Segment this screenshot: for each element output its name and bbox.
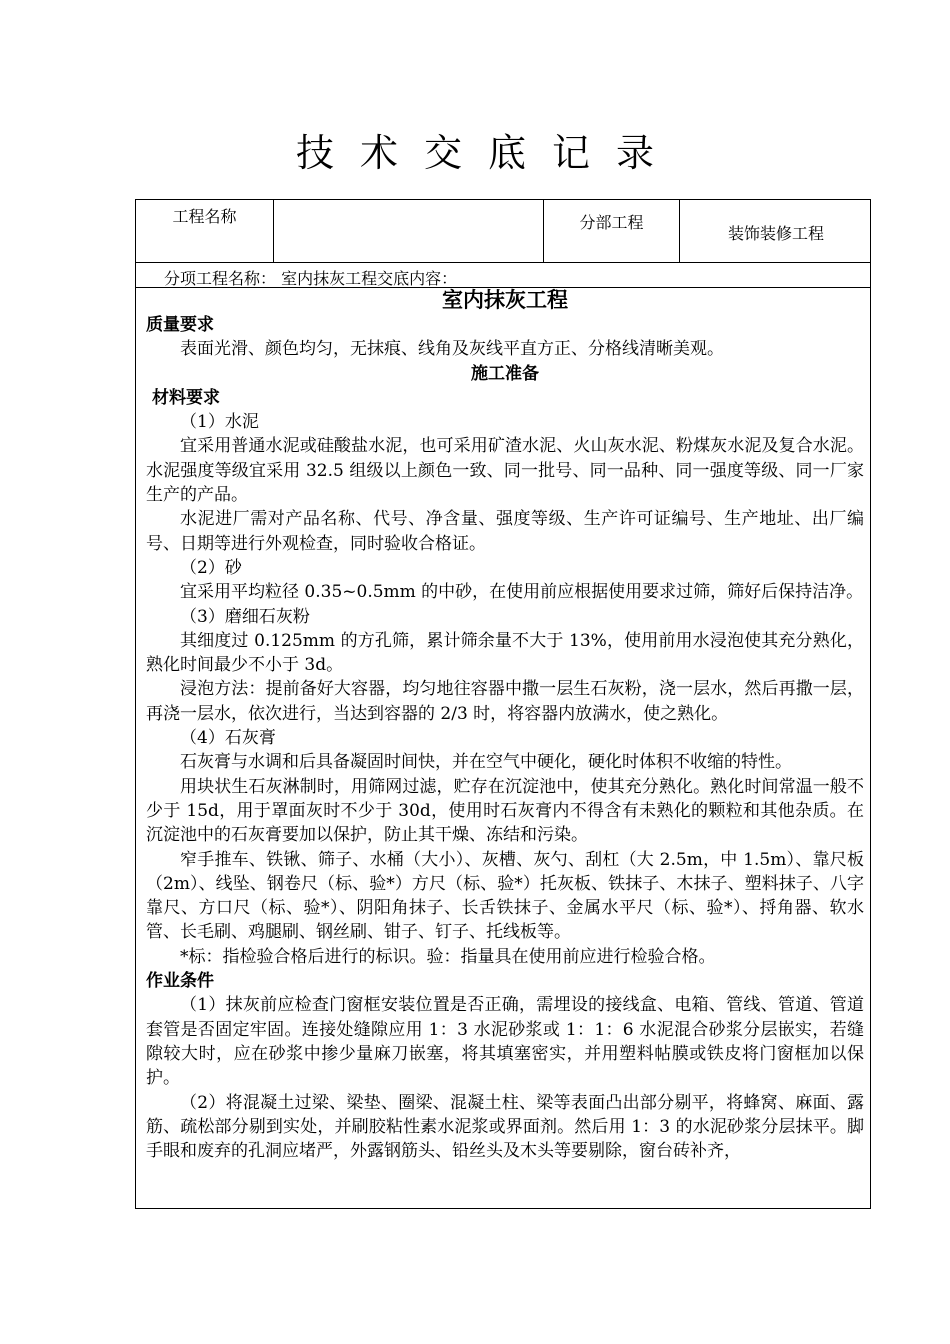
conditions-heading: 作业条件 bbox=[146, 971, 214, 992]
document-title: 技术交底记录 bbox=[295, 131, 680, 175]
lime-powder-heading: （3）磨细石灰粉 bbox=[180, 606, 310, 627]
main-title: 室内抹灰工程 bbox=[442, 287, 568, 312]
lime-paste-paragraph-1: 石灰膏与水调和后具备凝固时间快，并在空气中硬化，硬化时体积不收缩的特性。 bbox=[180, 752, 792, 773]
tools-paragraph: 窄手推车、铁锹、筛子、水桶（大小）、灰槽、灰勺、刮杠（大 2.5m，中 1.5m）、靠尺板（2m）、线坠、钢卷尺（标、验*）方尺（标、验*）托灰板、铁抹子、木抹子、塑料抹子、八字靠尺、方口尺（标、验*）、阴阳角抹子、长舌铁抹子、金属水平尺（标、验*）、捋角器、软水管、长毛刷、鸡腿刷、钢丝刷、钳子、钉子、托线板等。 bbox=[146, 849, 864, 943]
divider bbox=[273, 200, 274, 262]
quality-heading: 质量要求 bbox=[146, 315, 214, 335]
division-value: 装饰装修工程 bbox=[727, 224, 824, 243]
cement-paragraph-2: 水泥进厂需对产品名称、代号、净含量、强度等级、生产许可证编号、生产地址、出厂编号、日期等进行外观检查，同时验收合格证。 bbox=[146, 509, 864, 554]
subitem-line: 分项工程名称： 室内抹灰工程交底内容： bbox=[164, 269, 458, 288]
cement-heading: （1）水泥 bbox=[180, 412, 259, 433]
disclosure-form bbox=[135, 199, 871, 1209]
lime-powder-paragraph-2: 浸泡方法：提前备好大容器，均匀地往容器中撒一层生石灰粉，浇一层水，然后再撒一层，再浇一层水，依次进行，当达到容器的 2/3 时，将容器内放满水，使之熟化。 bbox=[146, 679, 864, 724]
conditions-paragraph-1: （1）抹灰前应检查门窗框安装位置是否正确，需埋设的接线盒、电箱、管线、管道、管道套管是否固定牢固。连接处缝隙应用 1：3 水泥砂浆或 1：1：6 水泥混合砂浆分层嵌实，若缝隙较大时，应在砂浆中掺少量麻刀嵌塞，将其填塞密实，并用塑料帖膜或铁皮将门窗框加以保护。 bbox=[146, 995, 864, 1089]
divider bbox=[136, 262, 870, 263]
lime-paste-heading: （4）石灰膏 bbox=[180, 728, 276, 749]
sand-paragraph: 宜采用平均粒径 0.35~0.5mm 的中砂，在使用前应根据使用要求过筛，筛好后保持洁净。 bbox=[180, 582, 864, 603]
prep-heading: 施工准备 bbox=[471, 363, 539, 384]
project-name-label: 工程名称 bbox=[172, 207, 237, 226]
material-heading: 材料要求 bbox=[152, 387, 220, 408]
quality-text: 表面光滑、颜色均匀，无抹痕、线角及灰线平直方正、分格线清晰美观。 bbox=[180, 339, 724, 360]
division-label: 分部工程 bbox=[579, 213, 644, 232]
sand-heading: （2）砂 bbox=[180, 557, 242, 578]
tools-note: *标：指检验合格后进行的标识。验：指量具在使用前应进行检验合格。 bbox=[180, 946, 716, 967]
lime-powder-paragraph-1: 其细度过 0.125mm 的方孔筛，累计筛余量不大于 13%，使用前用水浸泡使其充分熟化，熟化时间最少不小于 3d。 bbox=[146, 630, 864, 676]
content-body bbox=[146, 287, 864, 1163]
lime-paste-paragraph-2: 用块状生石灰淋制时，用筛网过滤，贮存在沉淀池中，使其充分熟化。熟化时间常温一般不少于 15d，用于罩面灰时不少于 30d，使用时石灰膏内不得含有未熟化的颗粒和其他杂质。在沉淀池中的石灰膏要加以保护，防止其干燥、冻结和污染。 bbox=[146, 776, 864, 846]
conditions-paragraph-2: （2）将混凝土过梁、梁垫、圈梁、混凝土柱、梁等表面凸出部分剔平，将蜂窝、麻面、露筋、疏松部分剔到实处，并刷胶粘性素水泥浆或界面剂。然后用 1：3 的水泥砂浆分层抹平。脚手眼和废弃的孔洞应堵严，外露钢筋头、铅丝头及木头等要剔除，窗台砖补齐， bbox=[146, 1092, 864, 1162]
cement-paragraph-1: 宜采用普通水泥或硅酸盐水泥，也可采用矿渣水泥、火山灰水泥、粉煤灰水泥及复合水泥。水泥强度等级宜采用 32.5 组级以上颜色一致、同一批号、同一品种、同一强度等级、同一厂家生产的产品。 bbox=[146, 436, 864, 506]
